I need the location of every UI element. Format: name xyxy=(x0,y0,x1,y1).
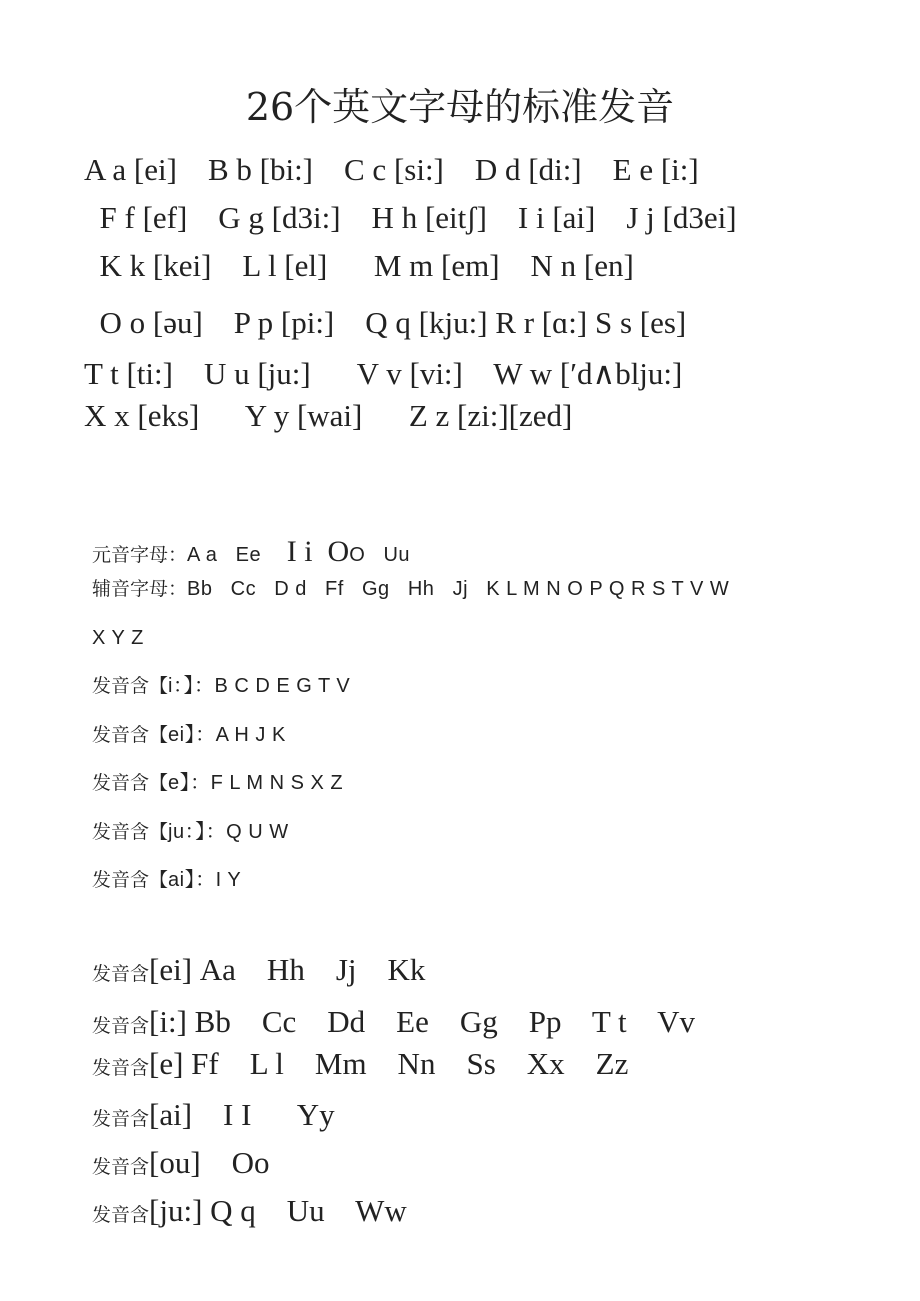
sound-class-sound: ei】： xyxy=(168,724,216,746)
alphabet-line-5: T t [ti:] U u [ju:] V v [vi:] W w [′d∧blju:] xyxy=(84,356,683,391)
sound-group-letters: [ou] Oo xyxy=(149,1145,270,1180)
sound-group-letters: [ju:] Q q Uu Ww xyxy=(149,1193,407,1228)
alphabet-line-4: O o [əu] P p [pi:] Q q [kju:] R r [ɑ:] S s [es] xyxy=(84,305,687,340)
sound-class-label: 发音含【 xyxy=(92,724,169,746)
sound-group-label: 发音含 xyxy=(92,963,150,985)
alphabet-line-3: K k [kei] L l [el] M m [em] N n [en] xyxy=(84,248,634,283)
sound-class-sound: e】： xyxy=(168,772,211,794)
consonant-letters-continued: X Y Z xyxy=(92,627,144,649)
sound-group-letters: [i:] Bb Cc Dd Ee Gg Pp T t Vv xyxy=(149,1004,695,1039)
consonant-label: 辅音字母： xyxy=(92,578,188,600)
sound-class-letters: I Y xyxy=(215,869,242,891)
alphabet-line-6: X x [eks] Y y [wai] Z z [zi:][zed] xyxy=(84,398,573,433)
sound-class-label: 发音含【 xyxy=(92,821,169,843)
alphabet-line-2: F f [ef] G g [d3i:] H h [eitʃ] I i [ai] J j [d3ei] xyxy=(84,200,737,235)
vowel-letters-3: O Uu xyxy=(349,544,411,566)
sound-class-letters: A H J K xyxy=(215,724,286,746)
sound-class-sound: i：】： xyxy=(168,675,215,697)
sound-class-sound: ai】： xyxy=(168,869,216,891)
sound-group-letters: [ei] Aa Hh Jj Kk xyxy=(149,952,426,987)
sound-group-letters: [e] Ff L l Mm Nn Ss Xx Zz xyxy=(149,1046,629,1081)
sound-class-label: 发音含【 xyxy=(92,869,169,891)
sound-class-sound: ju：】： xyxy=(168,821,227,843)
consonant-letters: Bb Cc D d Ff Gg Hh Jj K L M N O P Q R S T V W xyxy=(187,578,730,600)
sound-group-letters: [ai] I I Yy xyxy=(149,1097,335,1132)
sound-group-label: 发音含 xyxy=(92,1015,150,1037)
sound-group-label: 发音含 xyxy=(92,1057,150,1079)
sound-class-ai xyxy=(84,838,241,896)
sound-group-label: 发音含 xyxy=(92,1156,150,1178)
page-title: 26个英文字母的标准发音 xyxy=(245,85,675,129)
alphabet-line-1: A a [ei] B b [bi:] C c [si:] D d [di:] E e [i:] xyxy=(84,152,699,187)
sound-class-label: 发音含【 xyxy=(92,675,169,697)
sound-class-letters: B C D E G T V xyxy=(214,675,351,697)
vowel-label: 元音字母： xyxy=(92,544,188,566)
consonant-line xyxy=(84,547,729,605)
sound-class-letters: Q U W xyxy=(226,821,289,843)
sound-class-label: 发音含【 xyxy=(92,772,169,794)
sound-class-letters: F L M N S X Z xyxy=(210,772,344,794)
vowel-letters-2: I i O xyxy=(279,535,350,568)
sound-group-label: 发音含 xyxy=(92,1108,150,1130)
sound-group-ju xyxy=(84,1151,407,1237)
vowel-letters-1: A a Ee xyxy=(187,544,280,566)
sound-group-label: 发音含 xyxy=(92,1204,150,1226)
